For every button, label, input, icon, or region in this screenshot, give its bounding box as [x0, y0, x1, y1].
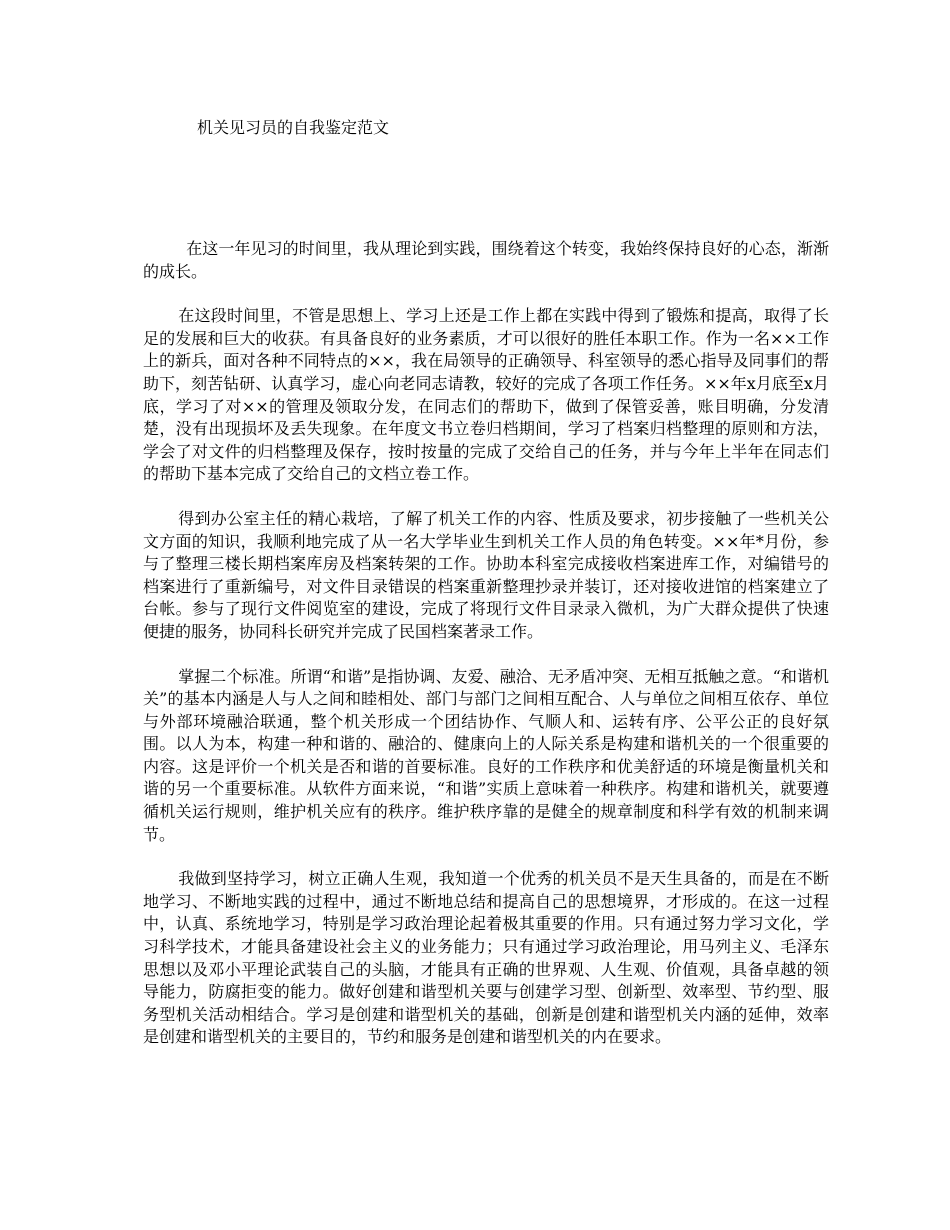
paragraph-4: 掌握二个标准。所谓“和谐”是指协调、友爱、融洽、无矛盾冲突、无相互抵触之意。“和谐机关”的基本内涵是人与人之间和睦相处、部门与部门之间相互配合、人与单位之间相互依存、单位与外部环境融洽联通，整个机关形成一个团结协作、气顺人和、运转有序、公平公正的良好氛围。以人为本，构建一种和谐的、融洽的、健康向上的人际关系是构建和谐机关的一个很重要的内容。这是评价一个机关是否和谐的首要标准。良好的工作秩序和优美舒适的环境是衡量机关和谐的另一个重要标准。从软件方面来说，“和谐”实质上意味着一种秩序。构建和谐机关，就要遵循机关运行规则，维护机关应有的秩序。维护秩序靠的是健全的规章制度和科学有效的机制来调节。: [143, 666, 829, 844]
paragraph-5: 我做到坚持学习，树立正确人生观，我知道一个优秀的机关员不是天生具备的，而是在不断地学习、不断地实践的过程中，通过不断地总结和提高自己的思想境界，才形成的。在这一过程中，认真、系统地学习，特别是学习政治理论起着极其重要的作用。只有通过努力学习文化，学习科学技术，才能具备建设社会主义的业务能力；只有通过学习政治理论，用马列主义、毛泽东思想以及邓小平理论武装自己的头脑，才能具有正确的世界观、人生观、价值观，具备卓越的领导能力，防腐拒变的能力。做好创建和谐型机关要与创建学习型、创新型、效率型、节约型、服务型机关活动相结合。学习是创建和谐型机关的基础，创新是创建和谐型机关内涵的延伸，效率是创建和谐型机关的主要目的，节约和服务是创建和谐型机关的内在要求。: [143, 869, 829, 1047]
document-body: [143, 238, 829, 1071]
paragraph-2: 在这段时间里，不管是思想上、学习上还是工作上都在实践中得到了锻炼和提高，取得了长足的发展和巨大的收获。有具备良好的业务素质，才可以很好的胜任本职工作。作为一名××工作上的新兵，面对各种不同特点的××，我在局领导的正确领导、科室领导的悉心指导及同事们的帮助下，刻苦钻研、认真学习，虚心向老同志请教，较好的完成了各项工作任务。××年x月底至x月底，学习了对××的管理及领取分发，在同志们的帮助下，做到了保管妥善，账目明确，分发清楚，没有出现损坏及丢失现象。在年度文书立卷归档期间，学习了档案归档整理的原则和方法，学会了对文件的归档整理及保存，按时按量的完成了交给自己的任务，并与今年上半年在同志们的帮助下基本完成了交给自己的文档立卷工作。: [143, 306, 829, 484]
document-title: 机关见习员的自我鉴定范文: [197, 118, 390, 137]
paragraph-1: 在这一年见习的时间里，我从理论到实践，围绕着这个转变，我始终保持良好的心态，渐渐的成长。: [143, 239, 829, 281]
paragraph-3: 得到办公室主任的精心栽培，了解了机关工作的内容、性质及要求，初步接触了一些机关公文方面的知识，我顺利地完成了从一名大学毕业生到机关工作人员的角色转变。××年*月份，参与了整理三楼长期档案库房及档案转架的工作。协助本科室完成接收档案进库工作，对编错号的档案进行了重新编号，对文件目录错误的档案重新整理抄录并装订，还对接收进馆的档案建立了台帐。参与了现行文件阅览室的建设，完成了将现行文件目录录入微机，为广大群众提供了快速便捷的服务，协同科长研究并完成了民国档案著录工作。: [143, 508, 829, 641]
